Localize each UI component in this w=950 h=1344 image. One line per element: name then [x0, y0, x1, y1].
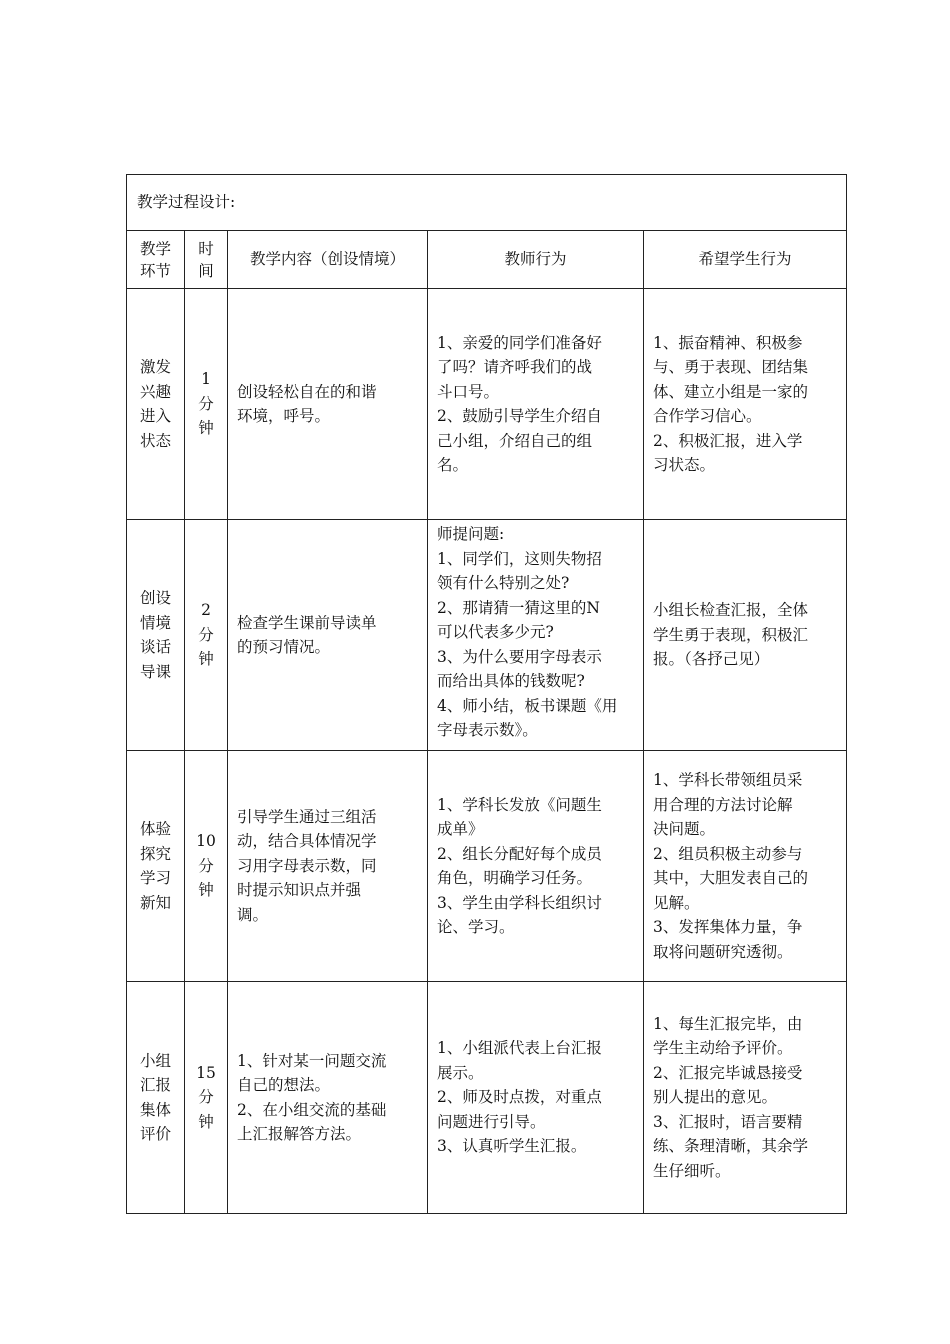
- text-line: 集体: [139, 1100, 171, 1119]
- header-stage: [127, 231, 185, 289]
- text-line: 1、针对某一问题交流: [237, 1051, 387, 1070]
- time-cell: [185, 982, 228, 1214]
- time-cell: [185, 751, 228, 982]
- text-line: 引导学生通过三组活: [237, 807, 377, 826]
- text-line: 用合理的方法讨论解: [653, 795, 793, 814]
- text-line: 1、小组派代表上台汇报: [437, 1039, 602, 1058]
- text-line: 取将问题研究透彻。: [653, 942, 793, 961]
- text-line: 问题进行引导。: [437, 1112, 546, 1131]
- text-line: 而给出具体的钱数呢?: [437, 672, 585, 690]
- teacher-cell: [428, 982, 644, 1214]
- text-line: 1、每生汇报完毕，由: [653, 1014, 803, 1033]
- text-line: 合作学习信心。: [653, 407, 762, 425]
- student-cell: [644, 982, 847, 1214]
- text-line: 名。: [437, 456, 469, 474]
- text-line: 生仔细听。: [653, 1161, 731, 1180]
- text-line: 字母表示数》。: [437, 721, 538, 739]
- text-line: 4、师小结，板书课题《用: [437, 696, 618, 715]
- text-line: 2、那请猜一猜这里的N: [437, 598, 600, 617]
- text-line: 分: [198, 625, 214, 644]
- text-line: 汇报: [139, 1076, 171, 1094]
- text-line: 创设: [139, 589, 171, 607]
- text-line: 3、学生由学科长组织讨: [437, 893, 602, 912]
- text-line: 进入: [139, 407, 171, 425]
- text-line: 成单》: [437, 820, 484, 838]
- text-line: 小组: [139, 1051, 171, 1070]
- text-line: 2: [201, 601, 211, 620]
- text-line: 了吗？请齐呼我们的战: [437, 358, 593, 376]
- text-line: 分: [198, 394, 214, 413]
- text-line: 检查学生课前导读单: [237, 613, 377, 632]
- header-content: 教学内容（创设情境）: [228, 231, 428, 289]
- table-row: [127, 289, 847, 520]
- student-cell: [644, 289, 847, 520]
- text-line: 别人提出的意见。: [653, 1088, 778, 1107]
- table-row: [127, 520, 847, 751]
- text-line: 3、汇报时，语言要精: [653, 1112, 803, 1131]
- text-line: 习用字母表示数，同: [237, 856, 377, 875]
- text-line: 新知: [139, 893, 171, 912]
- text-line: 2、汇报完毕诚恳接受: [653, 1063, 803, 1082]
- header-student: 希望学生行为: [644, 231, 847, 289]
- text-line: 1、振奋精神、积极参: [653, 333, 803, 352]
- content-cell: [228, 982, 428, 1214]
- text-line: 分: [198, 856, 214, 875]
- section-title: 教学过程设计:: [127, 175, 847, 231]
- text-line: 决问题。: [653, 820, 716, 838]
- text-line: 2、师及时点拨，对重点: [437, 1088, 602, 1107]
- text-line: 1、学科长发放《问题生: [437, 795, 602, 814]
- text-line: 练、条理清晰，其余学: [653, 1137, 809, 1156]
- text-line: 探究: [139, 844, 171, 863]
- text-line: 其中，大胆发表自己的: [653, 869, 809, 887]
- teacher-cell: [428, 520, 644, 751]
- text-line: 报。（各抒己见）: [653, 650, 770, 669]
- table-row: [127, 982, 847, 1214]
- text-line: 上汇报解答方法。: [237, 1125, 362, 1143]
- text-line: 见解。: [653, 893, 700, 912]
- content-cell: [228, 751, 428, 982]
- text-line: 1、亲爱的同学们准备好: [437, 333, 602, 352]
- stage-cell: [127, 982, 185, 1214]
- text-line: 兴趣: [139, 382, 171, 401]
- text-line: 环境，呼号。: [237, 407, 331, 425]
- text-line: 调。: [237, 905, 269, 924]
- text-line: 习状态。: [653, 456, 716, 474]
- text-line: 3、认真听学生汇报。: [437, 1137, 587, 1156]
- text-line: 教学: [139, 239, 171, 258]
- text-line: 激发: [139, 358, 171, 376]
- text-line: 环节: [139, 261, 171, 280]
- text-line: 钟: [198, 650, 214, 669]
- teaching-process-table: [126, 174, 847, 1214]
- text-line: 钟: [198, 419, 214, 438]
- text-line: 钟: [198, 1112, 214, 1131]
- text-line: 状态: [139, 431, 171, 450]
- text-line: 师提问题:: [437, 525, 505, 543]
- text-line: 1、同学们，这则失物招: [437, 549, 602, 568]
- text-line: 10: [196, 832, 216, 851]
- text-line: 学习: [139, 869, 171, 887]
- text-line: 创设轻松自在的和谐: [237, 382, 377, 401]
- student-cell: [644, 520, 847, 751]
- text-line: 与、勇于表现、团结集: [653, 358, 809, 376]
- text-line: 展示。: [437, 1063, 484, 1082]
- stage-cell: [127, 289, 185, 520]
- text-line: 动，结合具体情况学: [237, 832, 377, 851]
- text-line: 角色，明确学习任务。: [437, 869, 593, 887]
- text-line: 2、在小组交流的基础: [237, 1100, 387, 1119]
- text-line: 3、为什么要用字母表示: [437, 647, 602, 666]
- stage-cell: [127, 520, 185, 751]
- text-line: 2、组长分配好每个成员: [437, 844, 602, 863]
- text-line: 2、组员积极主动参与: [653, 844, 803, 863]
- header-time: [185, 231, 228, 289]
- text-line: 评价: [139, 1125, 171, 1143]
- text-line: 钟: [198, 881, 214, 900]
- text-line: 2、积极汇报，进入学: [653, 431, 803, 450]
- header-teacher: 教师行为: [428, 231, 644, 289]
- text-line: 谈话: [139, 638, 171, 656]
- student-cell: [644, 751, 847, 982]
- text-line: 可以代表多少元?: [437, 623, 554, 641]
- text-line: 自己的想法。: [237, 1076, 331, 1094]
- text-line: 论、学习。: [437, 918, 515, 936]
- text-line: 小组长检查汇报，全体: [653, 601, 809, 620]
- content-cell: [228, 520, 428, 751]
- text-line: 的预习情况。: [237, 638, 331, 656]
- text-line: 学生勇于表现，积极汇: [653, 625, 809, 644]
- text-line: 学生主动给予评价。: [653, 1039, 793, 1058]
- text-line: 时: [198, 239, 214, 258]
- time-cell: [185, 289, 228, 520]
- text-line: 2、鼓励引导学生介绍自: [437, 407, 602, 425]
- time-cell: [185, 520, 228, 751]
- text-line: 情境: [139, 613, 171, 632]
- text-line: 体验: [139, 820, 171, 838]
- text-line: 体、建立小组是一家的: [653, 382, 809, 401]
- text-line: 领有什么特别之处?: [437, 574, 570, 592]
- text-line: 1: [201, 370, 211, 389]
- text-line: 3、发挥集体力量，争: [653, 918, 803, 936]
- text-line: 间: [198, 261, 214, 280]
- text-line: 15: [196, 1063, 216, 1082]
- content-cell: [228, 289, 428, 520]
- text-line: 时提示知识点并强: [237, 881, 362, 900]
- teacher-cell: [428, 751, 644, 982]
- text-line: 己小组，介绍自己的组: [437, 431, 593, 450]
- text-line: 分: [198, 1088, 214, 1107]
- stage-cell: [127, 751, 185, 982]
- header-row: [127, 231, 847, 289]
- table-row: [127, 751, 847, 982]
- text-line: 导课: [139, 662, 171, 681]
- teacher-cell: [428, 289, 644, 520]
- text-line: 1、学科长带领组员采: [653, 771, 803, 789]
- text-line: 斗口号。: [437, 382, 500, 401]
